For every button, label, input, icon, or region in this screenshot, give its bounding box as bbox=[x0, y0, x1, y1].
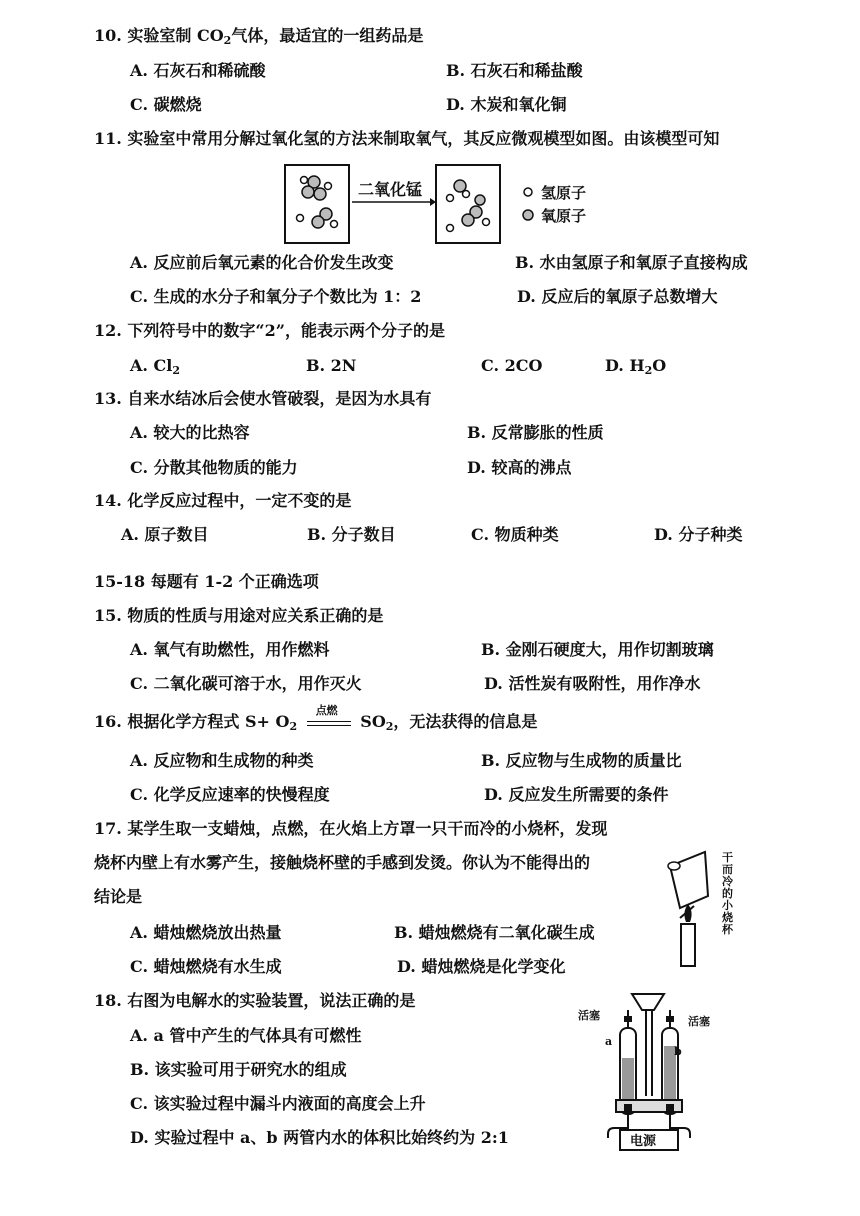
q13-option-c: C. 分散其他物质的能力 bbox=[130, 458, 298, 477]
q13-option-d: D. 较高的沸点 bbox=[467, 458, 572, 477]
q11-legend-hydrogen: 氢原子 bbox=[541, 184, 587, 202]
q13-option-a: A. 较大的比热容 bbox=[130, 423, 250, 442]
q17-stem-line1: 17. 某学生取一支蜡烛，点燃，在火焰上方罩一只干而冷的小烧杯，发现 bbox=[94, 819, 608, 838]
q17-stem-line3: 结论是 bbox=[94, 887, 143, 906]
q11-option-b: B. 水由氢原子和氧原子直接构成 bbox=[515, 253, 748, 272]
q18-fig-label-a: a bbox=[605, 1035, 613, 1048]
q17-option-b: B. 蜡烛燃烧有二氧化碳生成 bbox=[394, 923, 595, 942]
q17-candle-beaker-figure bbox=[660, 846, 720, 971]
q10-option-a: A. 石灰石和稀硫酸 bbox=[130, 61, 266, 80]
q18-option-c: C. 该实验过程中漏斗内液面的高度会上升 bbox=[130, 1094, 426, 1113]
q12-option-d: D. $H_2O$ bbox=[605, 356, 667, 377]
q16-option-c: C. 化学反应速率的快慢程度 bbox=[130, 785, 330, 804]
q16-condition: 点燃 bbox=[315, 703, 338, 717]
q16-option-a: A. 反应物和生成物的种类 bbox=[130, 751, 314, 770]
q16-option-d: D. 反应发生所需要的条件 bbox=[484, 785, 669, 804]
q15-stem: 15. 物质的性质与用途对应关系正确的是 bbox=[94, 606, 384, 625]
q14-option-c: C. 物质种类 bbox=[471, 525, 559, 544]
q18-option-a: A. a 管中产生的气体具有可燃性 bbox=[130, 1026, 362, 1045]
q12-option-c: C. 2CO bbox=[481, 356, 543, 375]
q17-stem-line2: 烧杯内壁上有水雾产生，接触烧杯壁的手感到发烫。你认为不能得出的 bbox=[94, 853, 591, 872]
q18-fig-stopcock-right: 活塞 bbox=[688, 1015, 710, 1028]
q10-option-b: B. 石灰石和稀盐酸 bbox=[446, 61, 583, 80]
q11-option-d: D. 反应后的氧原子总数增大 bbox=[517, 287, 718, 306]
q15-option-b: B. 金刚石硬度大，用作切割玻璃 bbox=[481, 640, 714, 659]
q11-option-c: C. 生成的水分子和氧分子个数比为 1：2 bbox=[130, 287, 422, 306]
q18-fig-label-b: b bbox=[674, 1045, 682, 1058]
q15-option-d: D. 活性炭有吸附性，用作净水 bbox=[484, 674, 701, 693]
q13-option-b: B. 反常膨胀的性质 bbox=[467, 423, 604, 442]
section-note: 15-18 每题有 1-2 个正确选项 bbox=[94, 572, 319, 591]
q10-stem: 10. 实验室制 $CO_2$气体，最适宜的一组药品是 bbox=[94, 26, 424, 47]
q12-stem: 12. 下列符号中的数字“2”，能表示两个分子的是 bbox=[94, 321, 445, 340]
q12-option-b: B. 2N bbox=[306, 356, 357, 375]
q14-option-d: D. 分子种类 bbox=[654, 525, 743, 544]
q14-option-b: B. 分子数目 bbox=[307, 525, 396, 544]
q13-stem: 13. 自来水结冰后会使水管破裂，是因为水具有 bbox=[94, 389, 432, 408]
q17-option-c: C. 蜡烛燃烧有水生成 bbox=[130, 957, 282, 976]
q14-option-a: A. 原子数目 bbox=[121, 525, 209, 544]
q18-stem: 18. 右图为电解水的实验装置，说法正确的是 bbox=[94, 991, 416, 1010]
q18-option-d: D. 实验过程中 a、b 两管内水的体积比始终约为 2:1 bbox=[130, 1128, 509, 1147]
q11-stem: 11. 实验室中常用分解过氧化氢的方法来制取氧气，其反应微观模型如图。由该模型可知 bbox=[94, 129, 720, 148]
q14-stem: 14. 化学反应过程中，一定不变的是 bbox=[94, 491, 352, 510]
q11-reaction-model-figure bbox=[280, 160, 600, 250]
q12-option-a: A. $Cl_2$ bbox=[130, 356, 181, 377]
q11-catalyst-label: 二氧化锰 bbox=[358, 180, 423, 199]
q18-option-b: B. 该实验可用于研究水的组成 bbox=[130, 1060, 347, 1079]
q10-option-c: C. 碳燃烧 bbox=[130, 95, 202, 114]
q16-equation-arrow bbox=[303, 703, 355, 733]
q16-stem: 16. 根据化学方程式 $S+ O_2$ 点燃 $SO_2$，无法获得的信息是 bbox=[94, 703, 538, 733]
q11-legend-oxygen: 氧原子 bbox=[541, 207, 587, 225]
q17-figure-label: 干而冷的小烧杯 bbox=[722, 851, 733, 936]
q18-fig-power-label: 电源 bbox=[630, 1134, 657, 1149]
q15-option-c: C. 二氧化碳可溶于水，用作灭火 bbox=[130, 674, 362, 693]
q15-option-a: A. 氧气有助燃性，用作燃料 bbox=[130, 640, 330, 659]
q16-option-b: B. 反应物与生成物的质量比 bbox=[481, 751, 682, 770]
q18-fig-stopcock-left: 活塞 bbox=[578, 1009, 600, 1022]
q11-option-a: A. 反应前后氧元素的化合价发生改变 bbox=[130, 253, 394, 272]
q17-option-a: A. 蜡烛燃烧放出热量 bbox=[130, 923, 282, 942]
q17-option-d: D. 蜡烛燃烧是化学变化 bbox=[397, 957, 566, 976]
q10-option-d: D. 木炭和氧化铜 bbox=[446, 95, 567, 114]
